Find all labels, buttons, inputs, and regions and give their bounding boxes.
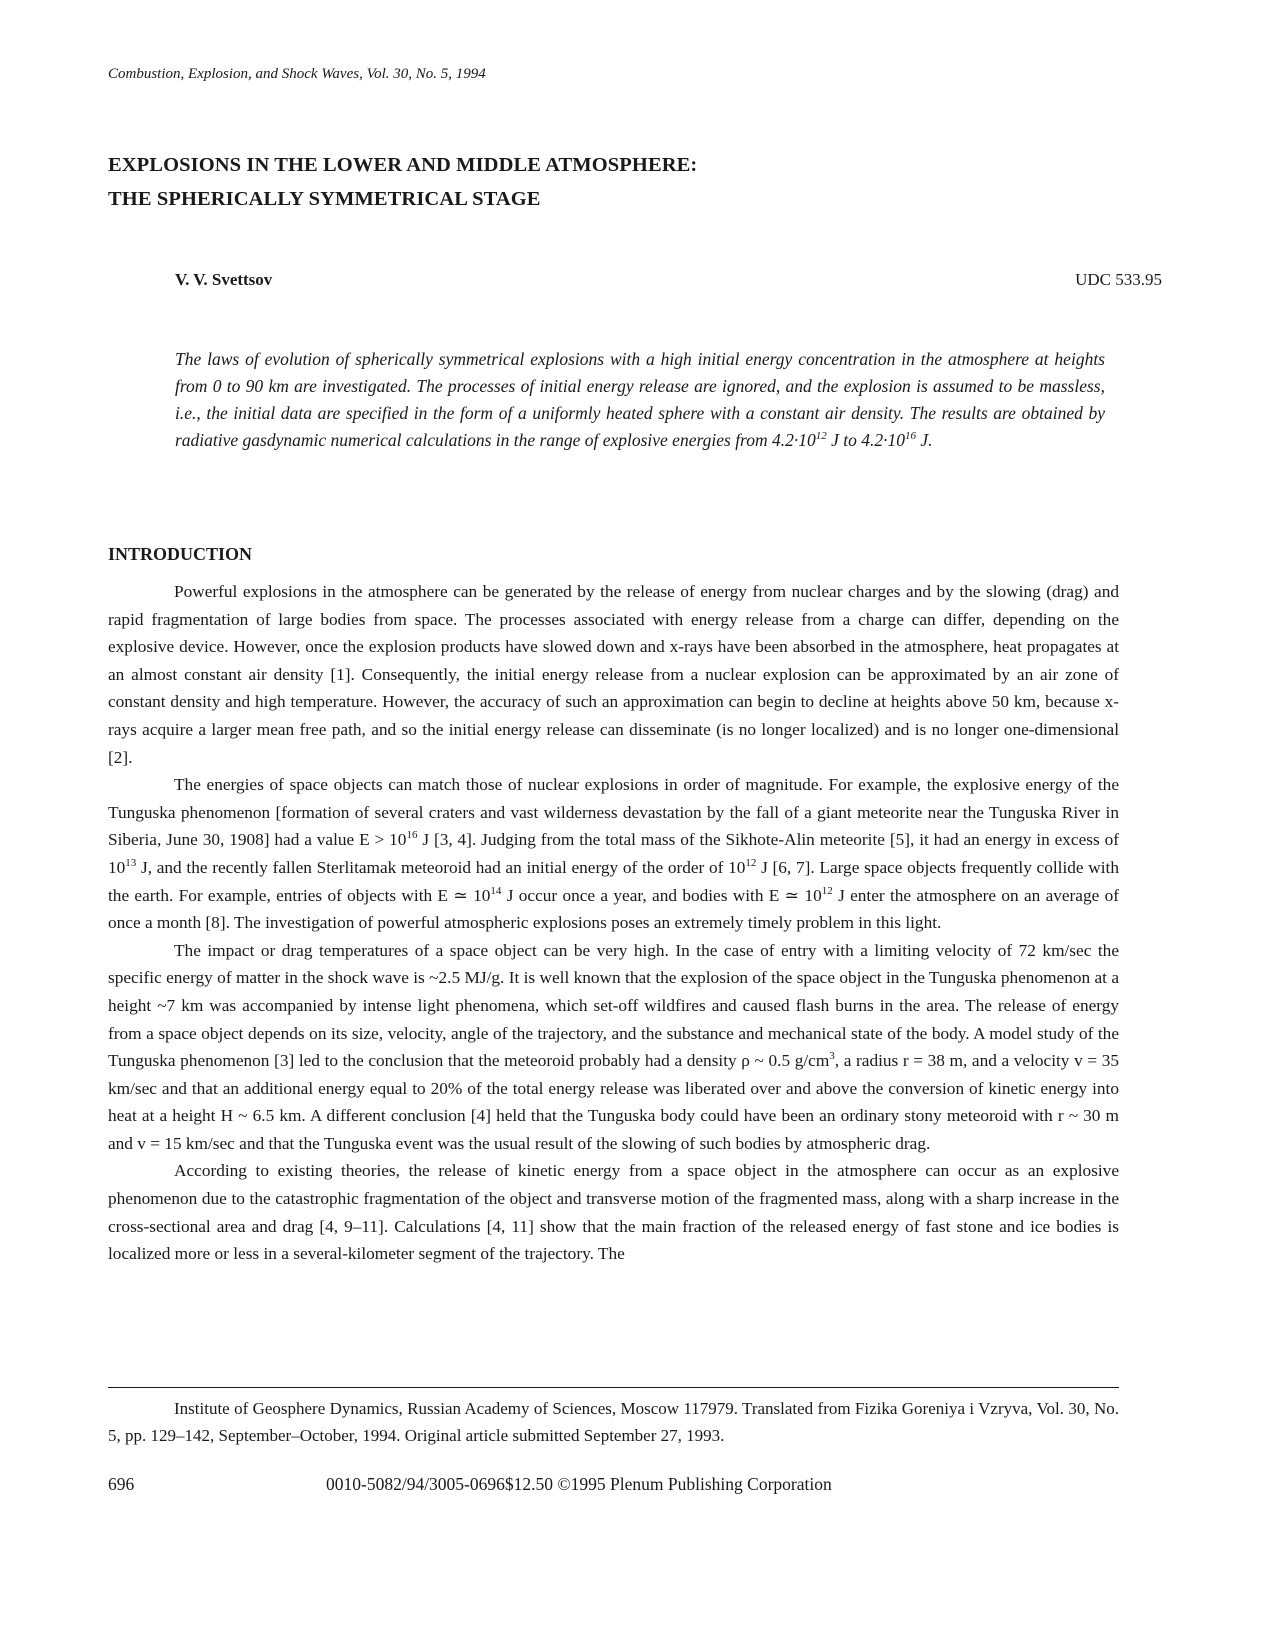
journal-citation: Combustion, Explosion, and Shock Waves, Vol. 30, No. 5, 1994 — [108, 66, 486, 82]
paragraph-text: J, and the recently fallen Sterlitamak meteoroid had an initial energy of the order of 10 — [136, 857, 746, 877]
abstract-text: J to 4.2·10 — [826, 430, 905, 450]
paragraph-text: J [3, 4]. Judging from the total mass of the Sikhote-Alin meteorite [5], it had an energy in excess of 10 — [108, 830, 1119, 877]
title-line-2: THE SPHERICALLY SYMMETRICAL STAGE — [108, 188, 541, 210]
paragraph-text: , a radius r = 38 m, and a velocity v = 35 km/sec and that an additional energy equal to 20% of the total energy release was liberated over and above the conversion of kinetic energy into heat at a height H ~ 6.5 km. A different conclusion [4] held that the Tunguska body could have been an ordinary stony meteoroid with r ~ 30 m and v = 15 km/sec and that the Tunguska event was the usual result of the slowing of such bodies by atmospheric drag. — [108, 1051, 1119, 1153]
paragraph-4: According to existing theories, the release of kinetic energy from a space object in the atmosphere can occur as an explosive phenomenon due to the catastrophic fragmentation of the object and transverse motion of the fragmented mass, along with a sharp increase in the cross-sectional area and drag [4, 9–11]. Calculations [4, 11] show that the main fraction of the released energy of fast stone and ice bodies is localized more or less in a several-kilometer segment of the trajectory. The — [108, 1161, 1119, 1264]
paragraph-text: The impact or drag temperatures of a space object can be very high. In the case of entry with a limiting velocity of 72 km/sec the specific energy of matter in the shock wave is ~2.5 MJ/g. It is well known that the explosion of the space object in the Tunguska phenomenon at a height ~7 km was accompanied by intense light phenomena, which set-off wildfires and caused flash burns in the area. The release of energy from a space object depends on its size, velocity, angle of the trajectory, and the substance and mechanical state of the body. A model study of the Tunguska phenomenon [3] led to the conclusion that the meteoroid probably had a density ρ ~ 0.5 g/cm — [108, 940, 1119, 1071]
exponent: 3 — [829, 1050, 835, 1063]
section-heading: INTRODUCTION — [108, 544, 253, 564]
article-title — [108, 148, 697, 216]
udc-code: UDC 533.95 — [1075, 270, 1162, 289]
exponent: 13 — [125, 857, 137, 870]
abstract-exponent: 16 — [905, 430, 916, 443]
footnote-divider — [108, 1387, 1119, 1388]
abstract — [175, 346, 1105, 454]
copyright-line: 0010-5082/94/3005-0696$12.50 ©1995 Plenum Publishing Corporation — [326, 1474, 832, 1494]
abstract-exponent: 12 — [815, 430, 827, 443]
page-number: 696 — [108, 1474, 135, 1494]
exponent: 14 — [490, 884, 502, 897]
paragraph-2 — [108, 771, 1119, 937]
paragraph-3 — [108, 937, 1119, 1158]
exponent: 12 — [821, 884, 833, 897]
abstract-text: The laws of evolution of spherically symmetrical explosions with a high initial energy concentration in the atmosphere at heights from 0 to 90 km are investigated. The processes of initial energy release are ignored, and the explosion is assumed to be massless, i.e., the initial data are specified in the form of a uniformly heated sphere with a constant air density. The results are obtained by radiative gasdynamic numerical calculations in the range of explosive energies from 4.2·10 — [175, 349, 1105, 450]
exponent: 16 — [406, 829, 418, 842]
title-line-1: EXPLOSIONS IN THE LOWER AND MIDDLE ATMOSPHERE: — [108, 154, 698, 176]
body-text — [108, 578, 1119, 1268]
paragraph-text: The energies of space objects can match those of nuclear explosions in order of magnitude. For example, the explosive energy of the Tunguska phenomenon [formation of several craters and vast wilderness devastation by the fall of a giant meteorite near the Tunguska River in Siberia, June 30, 1908] had a value E > 10 — [108, 775, 1119, 850]
footnote: Institute of Geosphere Dynamics, Russian Academy of Sciences, Moscow 117979. Translated from Fizika Goreniya i Vzryva, Vol. 30, No. 5, pp. 129–142, September–October, 1994. Original article submitted September 27, 1993. — [108, 1399, 1119, 1445]
paragraph-1: Powerful explosions in the atmosphere can be generated by the release of energy from nuclear charges and by the slowing (drag) and rapid fragmentation of large bodies from space. The processes associated with energy release from a charge can differ, depending on the explosive device. However, once the explosion products have slowed down and x-rays have been absorbed in the atmosphere, heat propagates at an almost constant air density [1]. Consequently, the initial energy release from a nuclear explosion can be approximated by an air zone of constant density and high temperature. However, the accuracy of such an approximation can begin to decline at heights above 50 km, because x-rays acquire a larger mean free path, and so the initial energy release can disseminate (is no longer localized) and is no longer one-dimensional [2]. — [108, 582, 1119, 767]
exponent: 12 — [745, 857, 757, 870]
author-name: V. V. Svettsov — [175, 270, 273, 289]
paragraph-text: J [6, 7]. Large space objects frequently collide with the earth. For example, entries of objects with E ≃ 10 — [108, 857, 1119, 905]
abstract-text: J. — [916, 430, 933, 450]
paragraph-text: J enter the atmosphere on an average of once a month [8]. The investigation of powerful atmospheric explosions poses an extremely timely problem in this light. — [108, 885, 1119, 933]
paragraph-text: J occur once a year, and bodies with E ≃ 10 — [501, 885, 822, 905]
